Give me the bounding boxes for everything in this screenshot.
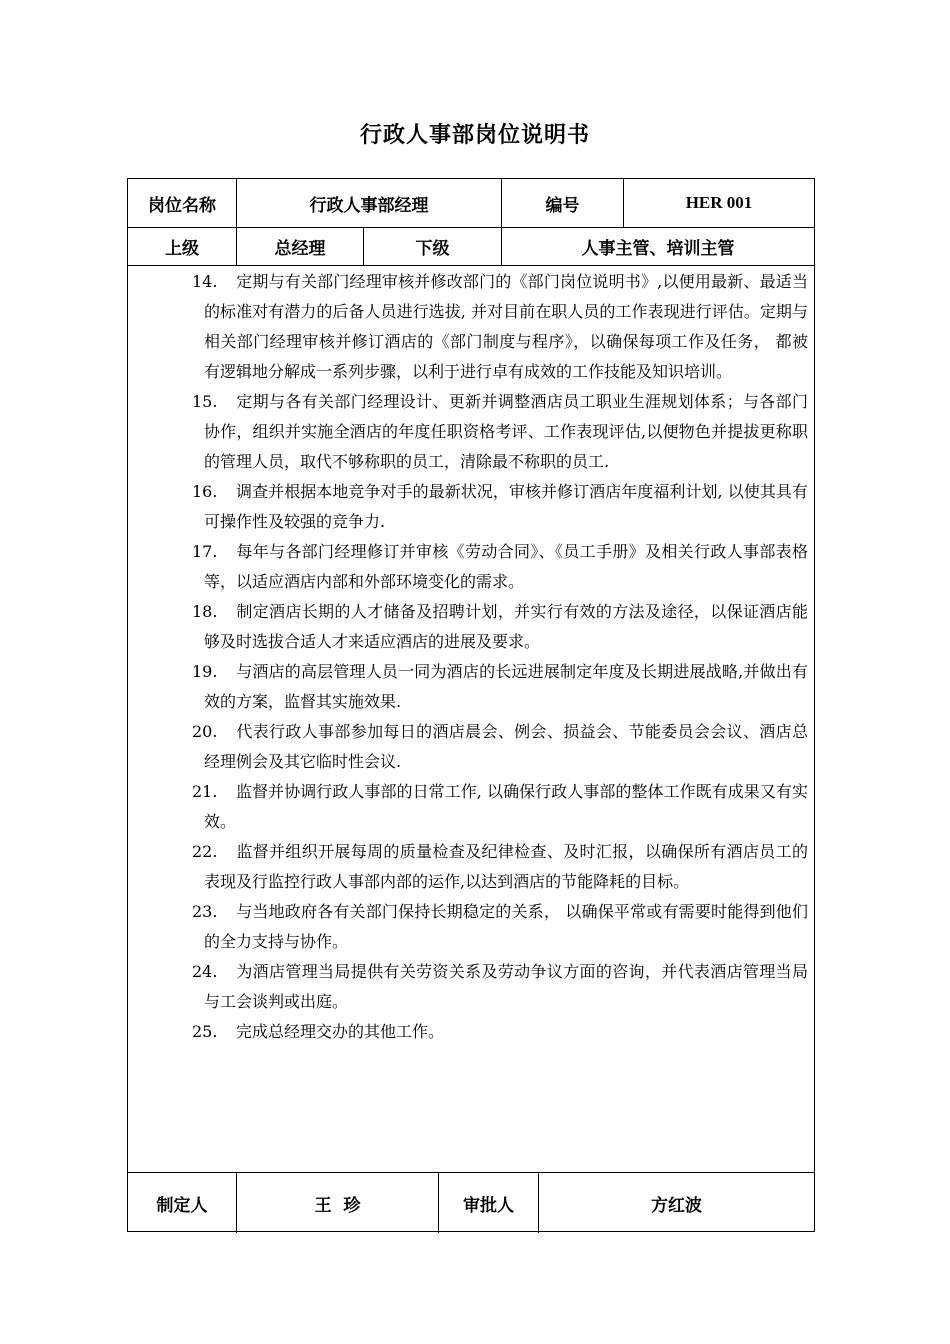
duty-item (192, 477, 808, 537)
duty-number: 17. (192, 542, 218, 561)
duty-item (192, 957, 808, 1017)
approver-value: 方红波 (538, 1173, 814, 1233)
duty-item (192, 657, 808, 717)
duty-item (192, 717, 808, 777)
duty-text: 调查并根据本地竞争对手的最新状况，审核并修订酒店年度福利计划, 以使其具有可操作性及较强的竞争力. (204, 482, 808, 531)
position-value: 行政人事部经理 (236, 179, 501, 227)
signature-row (128, 1172, 814, 1233)
duty-item (192, 537, 808, 597)
duty-number: 25. (192, 1022, 218, 1041)
position-label: 岗位名称 (148, 195, 216, 216)
duties-list (192, 267, 808, 1047)
code-value: HER 001 (623, 179, 814, 227)
superior-label: 上级 (165, 239, 199, 259)
header-row-reporting (128, 228, 814, 266)
author-label: 制定人 (156, 1195, 208, 1216)
duty-number: 16. (192, 482, 218, 501)
subordinate-label: 下级 (363, 228, 501, 265)
duty-item (192, 267, 808, 387)
duty-number: 23. (192, 902, 218, 921)
duty-number: 18. (192, 602, 218, 621)
duty-item (192, 1017, 808, 1047)
job-description-table (127, 178, 815, 1232)
duty-text: 制定酒店长期的人才储备及招聘计划，并实行有效的方法及途径，以保证酒店能够及时选拔合适人才来适应酒店的进展及要求。 (204, 602, 808, 651)
duty-text: 代表行政人事部参加每日的酒店晨会、例会、损益会、节能委员会会议、酒店总经理例会及其它临时性会议. (204, 722, 808, 771)
duty-number: 14. (192, 272, 218, 291)
duty-text: 完成总经理交办的其他工作。 (236, 1022, 445, 1041)
duty-item (192, 597, 808, 657)
subordinate-value: 人事主管、培训主管 (501, 228, 814, 265)
duty-text: 每年与各部门经理修订并审核《劳动合同》、《员工手册》及相关行政人事部表格等，以适应酒店内部和外部环境变化的需求。 (204, 542, 808, 591)
duty-text: 定期与各有关部门经理设计、更新并调整酒店员工职业生涯规划体系；与各部门协作，组织并实施全酒店的年度任职资格考评、工作表现评估,以便物色并提拔更称职的管理人员，取代不够称职的员工，清除最不称职的员工. (204, 392, 808, 471)
header-row-position (128, 179, 814, 228)
duty-text: 监督并协调行政人事部的日常工作, 以确保行政人事部的整体工作既有成果又有实效。 (204, 782, 808, 831)
duty-text: 为酒店管理当局提供有关劳资关系及劳动争议方面的咨询，并代表酒店管理当局与工会谈判或出庭。 (204, 962, 808, 1011)
duty-item (192, 777, 808, 837)
duty-text: 监督并组织开展每周的质量检查及纪律检查、及时汇报，以确保所有酒店员工的表现及行监控行政人事部内部的运作,以达到酒店的节能降耗的目标。 (204, 842, 808, 891)
code-label: 编号 (501, 179, 623, 227)
duty-number: 15. (192, 392, 218, 411)
duty-number: 20. (192, 722, 218, 741)
duty-text: 与酒店的高层管理人员一同为酒店的长远进展制定年度及长期进展战略,并做出有效的方案，监督其实施效果. (204, 662, 808, 711)
duty-number: 21. (192, 782, 218, 801)
duty-number: 19. (192, 662, 218, 681)
approver-label: 审批人 (438, 1173, 538, 1233)
duty-item (192, 837, 808, 897)
superior-value: 总经理 (236, 228, 363, 265)
duty-item (192, 897, 808, 957)
duty-number: 24. (192, 962, 218, 981)
duty-text: 定期与有关部门经理审核并修改部门的《部门岗位说明书》,以便用最新、最适当的标准对有潜力的后备人员进行选拔, 并对目前在职人员的工作表现进行评估。定期与相关部门经理审核并修订酒店的《部门制度与程序》，以确保每项工作及任务， 都被有逻辑地分解成一系列步骤，以利于进行卓有成效的工作技能及知识培训。 (204, 272, 808, 381)
duty-number: 22. (192, 842, 218, 861)
document-title: 行政人事部岗位说明书 (359, 122, 590, 148)
duty-text: 与当地政府各有关部门保持长期稳定的关系， 以确保平常或有需要时能得到他们的全力支持与协作。 (204, 902, 808, 951)
author-value: 王 珍 (236, 1173, 438, 1233)
duty-item (192, 387, 808, 477)
